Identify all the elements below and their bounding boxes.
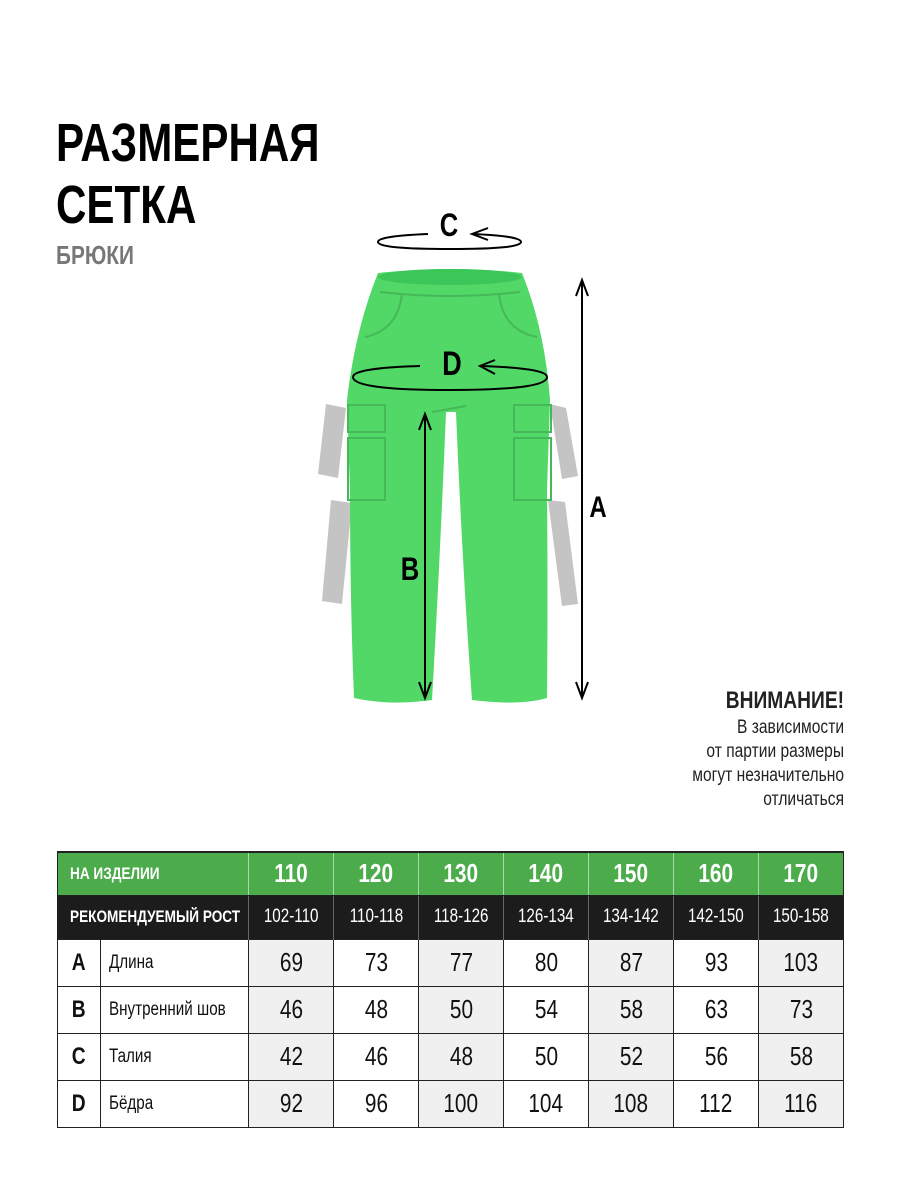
measure-value: 87: [589, 939, 674, 986]
measure-value: 77: [419, 939, 504, 986]
measure-letter: A: [58, 939, 101, 986]
measure-value: 52: [589, 1033, 674, 1080]
measure-value: 80: [504, 939, 589, 986]
measure-value: 58: [759, 1033, 844, 1080]
measure-value: 73: [759, 986, 844, 1033]
rec-height-label: РЕКОМЕНДУЕМЫЙ РОСТ: [58, 895, 249, 939]
measure-letter: D: [58, 1080, 101, 1127]
measure-value: 48: [419, 1033, 504, 1080]
title-line-1: РАЗМЕРНАЯ: [56, 113, 320, 173]
measure-letter: C: [58, 1033, 101, 1080]
notice-line: В зависимости: [736, 717, 844, 738]
notice-block: [659, 686, 844, 812]
pants-body: [347, 269, 550, 703]
label-a: A: [589, 489, 607, 524]
measure-value: 93: [674, 939, 759, 986]
measure-label: Внутренний шов: [101, 986, 249, 1033]
table-row: [58, 939, 844, 986]
rec-height-value: 134-142: [589, 895, 674, 939]
size-chart-table: [57, 851, 844, 1128]
header-label: НА ИЗДЕЛИИ: [58, 852, 249, 895]
measure-value: 58: [589, 986, 674, 1033]
measure-value: 46: [249, 986, 334, 1033]
product-type: БРЮКИ: [56, 240, 134, 270]
measure-value: 42: [249, 1033, 334, 1080]
measure-value: 54: [504, 986, 589, 1033]
rec-height-value: 118-126: [419, 895, 504, 939]
rec-height-value: 126-134: [504, 895, 589, 939]
measure-label: Талия: [101, 1033, 249, 1080]
size-header: 130: [419, 852, 504, 895]
size-header: 110: [249, 852, 334, 895]
size-header: 120: [334, 852, 419, 895]
measure-value: 50: [419, 986, 504, 1033]
notice-line: отличаться: [763, 789, 844, 810]
measure-value: 112: [674, 1080, 759, 1127]
size-header: 140: [504, 852, 589, 895]
measure-letter: B: [58, 986, 101, 1033]
measure-value: 69: [249, 939, 334, 986]
strap-right-lower: [548, 500, 578, 606]
measure-value: 48: [334, 986, 419, 1033]
measure-value: 73: [334, 939, 419, 986]
size-header: 150: [589, 852, 674, 895]
notice-line: могут незначительно: [692, 765, 844, 786]
rec-height-value: 150-158: [759, 895, 844, 939]
rec-height-value: 142-150: [674, 895, 759, 939]
strap-left-upper: [318, 404, 346, 478]
strap-left-lower: [322, 500, 352, 604]
waistband: [378, 269, 522, 285]
size-header: 160: [674, 852, 759, 895]
table-row: [58, 1080, 844, 1127]
measure-value: 63: [674, 986, 759, 1033]
measure-value: 100: [419, 1080, 504, 1127]
rec-height-value: 102-110: [249, 895, 334, 939]
label-c: C: [439, 208, 459, 244]
measure-value: 56: [674, 1033, 759, 1080]
strap-right-upper: [550, 404, 578, 479]
measure-value: 108: [589, 1080, 674, 1127]
recommended-height-row: [58, 895, 844, 939]
size-header: 170: [759, 852, 844, 895]
measure-value: 116: [759, 1080, 844, 1127]
rec-height-value: 110-118: [334, 895, 419, 939]
measure-value: 92: [249, 1080, 334, 1127]
measure-value: 104: [504, 1080, 589, 1127]
notice-title: ВНИМАНИЕ!: [725, 687, 844, 714]
size-header-row: [58, 852, 844, 895]
label-d: D: [442, 344, 462, 383]
measure-value: 50: [504, 1033, 589, 1080]
measure-value: 46: [334, 1033, 419, 1080]
notice-line: от партии размеры: [706, 741, 844, 762]
table-row: [58, 986, 844, 1033]
table-row: [58, 1033, 844, 1080]
measure-value: 103: [759, 939, 844, 986]
measure-label: Бёдра: [101, 1080, 249, 1127]
measure-value: 96: [334, 1080, 419, 1127]
measure-label: Длина: [101, 939, 249, 986]
title-line-2: СЕТКА: [56, 175, 197, 235]
label-b: B: [400, 552, 420, 588]
